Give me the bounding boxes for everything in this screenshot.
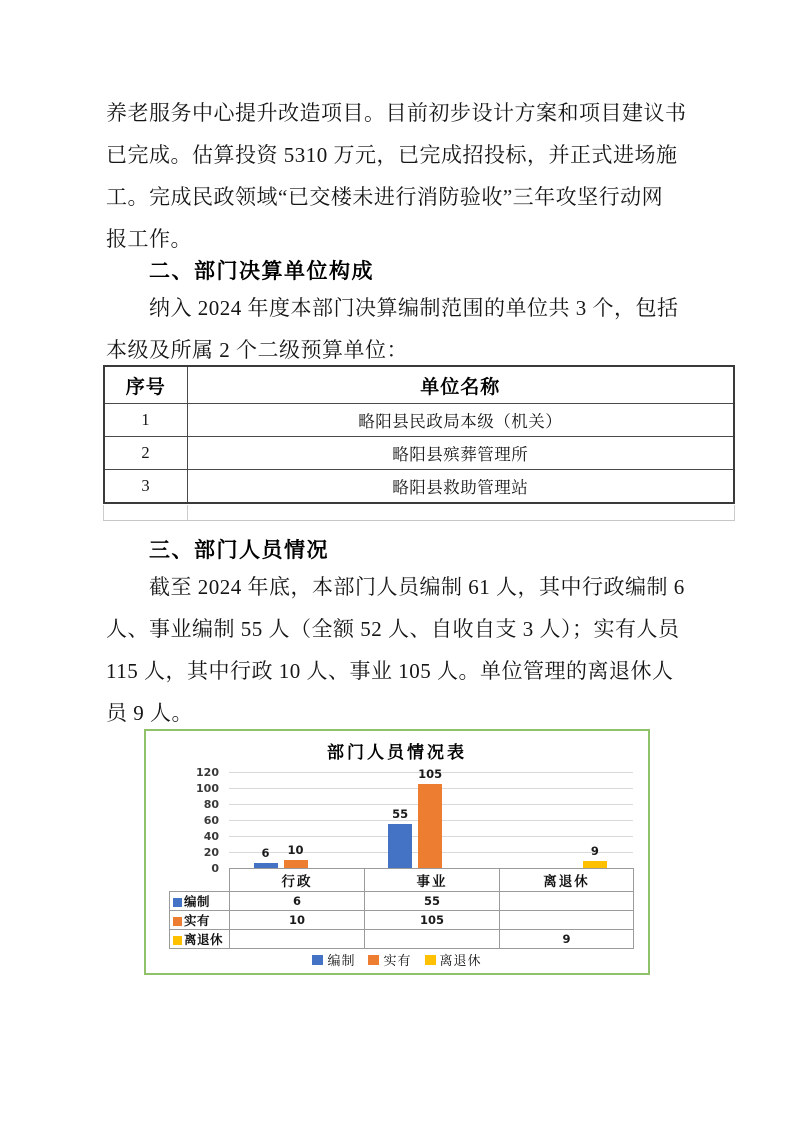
legend-label: 离退休 — [439, 953, 482, 968]
unit-row-no: 1 — [104, 404, 187, 437]
section-2-paragraph — [106, 287, 706, 371]
unit-row-no: 2 — [104, 437, 187, 470]
series-value-cell — [500, 892, 634, 911]
body-text-line: 养老服务中心提升改造项目。目前初步设计方案和项目建议书 — [106, 101, 687, 125]
series-swatch-icon — [173, 917, 182, 926]
unit-table-header-name: 单位名称 — [187, 366, 734, 404]
body-text-line: 已完成。估算投资 5310 万元，已完成招投标，并正式进场施 — [106, 143, 678, 167]
category-label: 行政 — [230, 869, 365, 892]
bar-value-label: 55 — [392, 807, 409, 821]
chart-table-corner — [170, 869, 230, 892]
legend-swatch-icon — [368, 955, 379, 965]
bar-value-label: 105 — [418, 767, 443, 781]
body-text-line: 人、事业编制 55 人（全额 52 人、自收自支 3 人）；实有人员 — [106, 617, 680, 641]
legend-swatch-icon — [312, 955, 323, 965]
y-axis-tick: 100 — [196, 782, 219, 795]
y-axis-tick: 60 — [203, 814, 219, 827]
chart-title: 部门人员情况表 — [327, 743, 467, 762]
paragraph-continuation — [106, 92, 706, 260]
y-axis-tick: 20 — [203, 846, 219, 859]
category-label: 事业 — [365, 869, 500, 892]
y-axis-tick: 40 — [203, 830, 219, 843]
chart-legend — [146, 950, 648, 969]
section-heading-3: 三、部门人员情况 — [149, 539, 329, 562]
body-text-line: 员 9 人。 — [106, 701, 193, 725]
table-ghost-divider — [104, 505, 188, 520]
section-heading-2: 二、部门决算单位构成 — [149, 260, 374, 283]
table-row — [104, 404, 734, 437]
y-axis-tick: 0 — [211, 862, 219, 875]
unit-row-name: 略阳县民政局本级（机关） — [187, 404, 734, 437]
y-axis-tick: 80 — [203, 798, 219, 811]
bar-实有 — [284, 860, 308, 868]
table-row — [104, 437, 734, 470]
legend-item — [368, 950, 411, 969]
series-value-cell: 9 — [500, 930, 634, 949]
series-value-cell: 55 — [365, 892, 500, 911]
body-text-line: 本级及所属 2 个二级预算单位： — [106, 338, 408, 362]
bar-实有 — [418, 784, 442, 868]
bar-离退休 — [583, 861, 607, 868]
bar-value-label: 6 — [261, 846, 270, 860]
unit-table-header-row — [104, 366, 734, 404]
legend-item — [312, 950, 355, 969]
person-chart — [144, 729, 650, 975]
series-value-cell — [365, 930, 500, 949]
series-value-cell: 10 — [230, 911, 365, 930]
unit-row-name: 略阳县殡葬管理所 — [187, 437, 734, 470]
series-name-cell: 实有 — [170, 911, 230, 930]
unit-row-name: 略阳县救助管理站 — [187, 470, 734, 504]
legend-item — [425, 950, 482, 969]
series-name-cell: 编制 — [170, 892, 230, 911]
series-value-cell — [500, 911, 634, 930]
series-swatch-icon — [173, 936, 182, 945]
bar-value-label: 9 — [590, 844, 599, 858]
series-value-cell — [230, 930, 365, 949]
body-text-line: 截至 2024 年底，本部门人员编制 61 人，其中行政编制 6 — [149, 575, 685, 599]
category-label: 离退休 — [500, 869, 634, 892]
unit-table-header-no: 序号 — [104, 366, 187, 404]
unit-table — [103, 365, 735, 504]
legend-label: 实有 — [383, 953, 412, 968]
y-axis-tick: 120 — [196, 766, 219, 779]
chart-data-table — [169, 868, 634, 949]
unit-row-no: 3 — [104, 470, 187, 504]
series-name-cell: 离退休 — [170, 930, 230, 949]
bar-编制 — [388, 824, 412, 868]
body-text-line: 115 人，其中行政 10 人、事业 105 人。单位管理的离退休人 — [106, 659, 674, 683]
bar-value-label: 10 — [287, 843, 304, 857]
body-text-line: 纳入 2024 年度本部门决算编制范围的单位共 3 个，包括 — [149, 296, 679, 320]
legend-label: 编制 — [327, 953, 356, 968]
section-3-paragraph — [106, 566, 706, 734]
series-value-cell: 6 — [230, 892, 365, 911]
legend-swatch-icon — [425, 955, 436, 965]
series-swatch-icon — [173, 898, 182, 907]
series-value-cell: 105 — [365, 911, 500, 930]
body-text-line: 报工作。 — [106, 227, 192, 251]
table-row — [104, 470, 734, 504]
table-ghost-row — [103, 505, 735, 521]
body-text-line: 工。完成民政领域“已交楼未进行消防验收”三年攻坚行动网 — [106, 185, 664, 209]
